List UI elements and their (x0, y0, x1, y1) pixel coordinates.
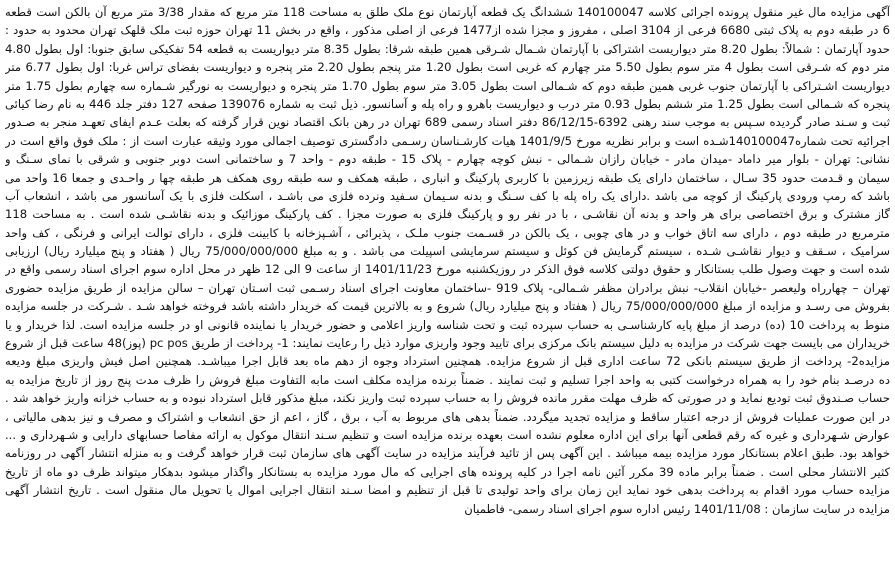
notice-text-line: مترمربع در طبقه دوم ، دارای سه اتاق خواب و در های چوبی ، یک بالکن در قسـمت جنوب ملـک ، پذیرائی ، آشـپزخانه با کابینت فلزی ، دارای توالت ایرانی و فرنگی ، کف واحد (5, 225, 890, 240)
notice-text-line: پنجره که شـمالی است بطول 1.25 متر ششم بطول 0.93 متر درب و دیواریست باهرو و راه پله و آسانسور. ذیل ثبت به شماره 139076 صفحه 127 دفتر جلد 446 به نام رضا کیائی (5, 96, 890, 111)
notice-text-line: در این صورت عملیات فروش از درجه اعتبار ساقط و مزایده تجدید میگردد. ضمناً بدهی های مربوط به آب ، برق ، گاز ، اعم از حق انشعاب و اشتراک و مصرف و نیز بدهی مالیاتی ، (5, 409, 890, 424)
notice-text-line: ده درصـد بنام خود را به همراه درخواست کتبی به واحد اجرا تسلیم و ثبت نمایند . ضمناً برنده مزایده مکلف است مابه التفاوت مبلغ فروش را ظرف مدت پنج روز از تاریخ مزایده به (5, 372, 890, 387)
notice-text-line: بفروش می رسـد و مزایده از مبلغ 75/000/000/000 ریال ( هفتاد و پنج میلیارد ریال) شروع و به بالاترین قیمت که خریدار داشته باشد فروخته خواهد شـد . شـرکت در جلسه مزایده (5, 299, 890, 314)
notice-text-line: باشد که رمپ ورودی پارکینگ از کوچه می باشد .دارای یک راه پله با کف سـنگ و بدنه سـیمان سـفید ونرده فلزی می باشـد ، اسکلت فلزی با یک آسانسور می باشد ، انشعاب آب (5, 188, 890, 203)
notice-text-line: اجرائیه تحت شماره140100047شـده است و برابر نظریه مورخ 1401/9/5 هیات کارشـناسان رسـمی دادگستری توصیف اجمالی مورد وثیقه عبارت است از : ملک فوق واقع است در (5, 133, 890, 148)
notice-text-line: دیواریست اشـتراکی با آپارتمان جنوب غربی همین طبقه دوم که شـمالی است بطول 3.05 متر سوم بطول 1.70 متر پنجره و دیواریست به نورگیر شـماره سه چهارم بطول 1.75 متر (5, 78, 890, 93)
notice-text-line: شده است و جهت وصول طلب بستانکار و حقوق دولتی کلاسه فوق الذکر در روزیکشنبه مورخ 1401/11/23 از ساعت 9 الی 12 ظهر در محل اداره سوم اجرای اسناد رسمی واقع در (5, 262, 890, 277)
notice-text-line: آگهی مزایده مال غیر منقول پرونده اجرائی کلاسه 140100047 ششدانگ یک قطعه آپارتمان نوع ملک طلق به مساحت 118 متر مربع که مقدار 3/38 متر مربع آن بالکن است قطعه (5, 5, 890, 19)
notice-text-line: خواهد بود. طبق اعلام بستانکار مورد مزایده بیمه میباشد . این آگهی پس از تائید فرآیند مزایده در سایت آگهی های سازمان ثبت قرار خواهد گرفت و به منزله انتشار آگهی در روزنامه (5, 446, 890, 461)
notice-text-line: سرامیک ، سـقف و دیوار نقاشـی شـده ، سیستم گرمایش فن کوئل و سیستم سرمایشی اسپیلت می باشد . و به مبلغ 75/000/000/000 ریال ( هفتاد و پنج میلیارد ریال) ارزیابی (5, 244, 890, 259)
notice-text-line: مزایده حساب مورد اقدام به پرداخت بدهی خود نماید این زمان برای واحد تولیدی تا قبل از تنظیم و امضا سـند انتقال اجرایی اموال یا تحویل مال منقول است . تاریخ انتشار آگهی (5, 483, 890, 498)
notice-text-line: ثبت و سـند صادر گردیده سـپس به موجب سند رهنی 6392-86/12/15 دفتر اسناد رسمی 689 تهران در رهن بانک اقتصاد نوین قرار گرفته که بعلت عـدم ایفای تعهـد منجر به صـدور (5, 115, 890, 130)
notice-text-line: متر دوم که شـرقی است بطول 4 متر سوم بطول 5.50 متر چهارم که غربی است بطول 1.20 متر پنجم بطول 2.20 متر پنجره و دیواریست بفضای تراس غربا: اول بطول 6.77 متر (5, 60, 890, 75)
notice-text-line: منوط به پرداخت 10 (ده) درصد از مبلغ پایه کارشناسـی به حساب سپرده ثبت و تحت شناسه واریز اعلامی و حضور خریدار یا نماینده قانونی او در جلسه مزایده است. لذا خریدار و یا (5, 317, 890, 332)
notice-text-line: مزایده2- پرداخت از طریق سیستم بانکی 72 ساعت اداری قبل از شروع مزایده. همچنین استرداد وجوه از دهم ماه بعد قابل اجرا میباشـد. همچنین اصل فیش واریزی مبلغ ودیعه (5, 354, 890, 369)
notice-signature-line: مزایده در سایت سازمان : 1401/11/08 رئیس اداره سوم اجرای اسناد رسمی- فاطمیان (464, 501, 890, 516)
notice-text-line: 6 در طبقه دوم به پلاک ثبتی 6680 فرعی از 3104 اصلی ، مفروز و مجزا شده از1477 فرعی از اصلی مذکور ، واقع در بخش 11 تهران حوزه ثبت ملک قلهک تهران محدود به حدود : (5, 23, 890, 38)
notice-text-line: کثیر الانتشار محلی است . ضمناً برابر ماده 39 مکرر آئین نامه اجرا در کلیه پرونده های اجرایی که مال مورد مزایده به بستانکار واگذار میشود بدهکار میتواند ظرف دو ماه از تاریخ (5, 464, 890, 479)
notice-text-line: حدود آپارتمان : شمالاً: بطول 8.20 متر دیواریست اشتراکی با آپارتمان شـمال شـرقی همین طبقه شرقا: بطول 8.35 متر دیواریست به قطعه 54 تفکیکی سابق جنوبا: اول بطول 4.80 (5, 41, 890, 56)
notice-text-line: عوارض شـهرداری و غیره که رقم قطعی آنها برای این اداره معلوم نشده است بعهده برنده مزایده است و تنظیم سـند انتقال موکول به ارائه مفاصا حسابهای دارایی و شـهرداری و ... (5, 427, 890, 442)
notice-text-line: گاز مشترک و برق اختصاصی برای هر واحد و بدنه آن نقاشـی ، با در نفر رو و پارکینگ فلزی به صورت مجزا . کف پارکینگ موزائیک و بدنه نقاشـی شده است . به مساحت 118 (5, 207, 890, 222)
notice-text-line: نشانی: تهران - بلوار میر داماد -میدان مادر - خیابان رازان شـمالی - نبش کوچه چهارم - پلاک 15 - طبقه دوم - واحد 7 و ساختمانی است دوبر جنوبی و شرقی با نمای سـنگ و (5, 152, 890, 167)
notice-text-line: خریداران می بایست جهت شرکت در مزایده به دلیل سیستم بانک مرکزی برای تایید وجود واریزی موارد ذیل را رعایت نمایند: 1- پرداخت از طریق pc pos (پوز)48 ساعت قبل از شروع (5, 336, 890, 351)
notice-text-line: تهران – چهارراه ولیعصر -خیابان انقلاب- نبش برادران مظفر شـمالی- پلاک 919 -ساختمان معاونت اجرای اسناد رسـمی ثبت اسـتان تهران – سالن مزایده از طریق مزایده حضوری (5, 280, 890, 295)
notice-text-line: حساب صـندوق ثبت تودیع نماید و در صورتی که ظرف مهلت مقرر مانده فروش را به حساب سپرده ثبت واریز نکند، مبلغ مذکور قابل استرداد نبوده و به حساب خزانه واریز خواهد شد . (5, 391, 890, 406)
notice-text-line: سیمان و قـدمت حدود 35 سـال ، ساختمان دارای یک طبقه زیرزمین با کاربری پارکینگ و انباری ، طبقه همکف و سه طبقه روی همکف هر طبقه چها ر واحـدی و جمعا 16 واحد می (5, 170, 890, 185)
